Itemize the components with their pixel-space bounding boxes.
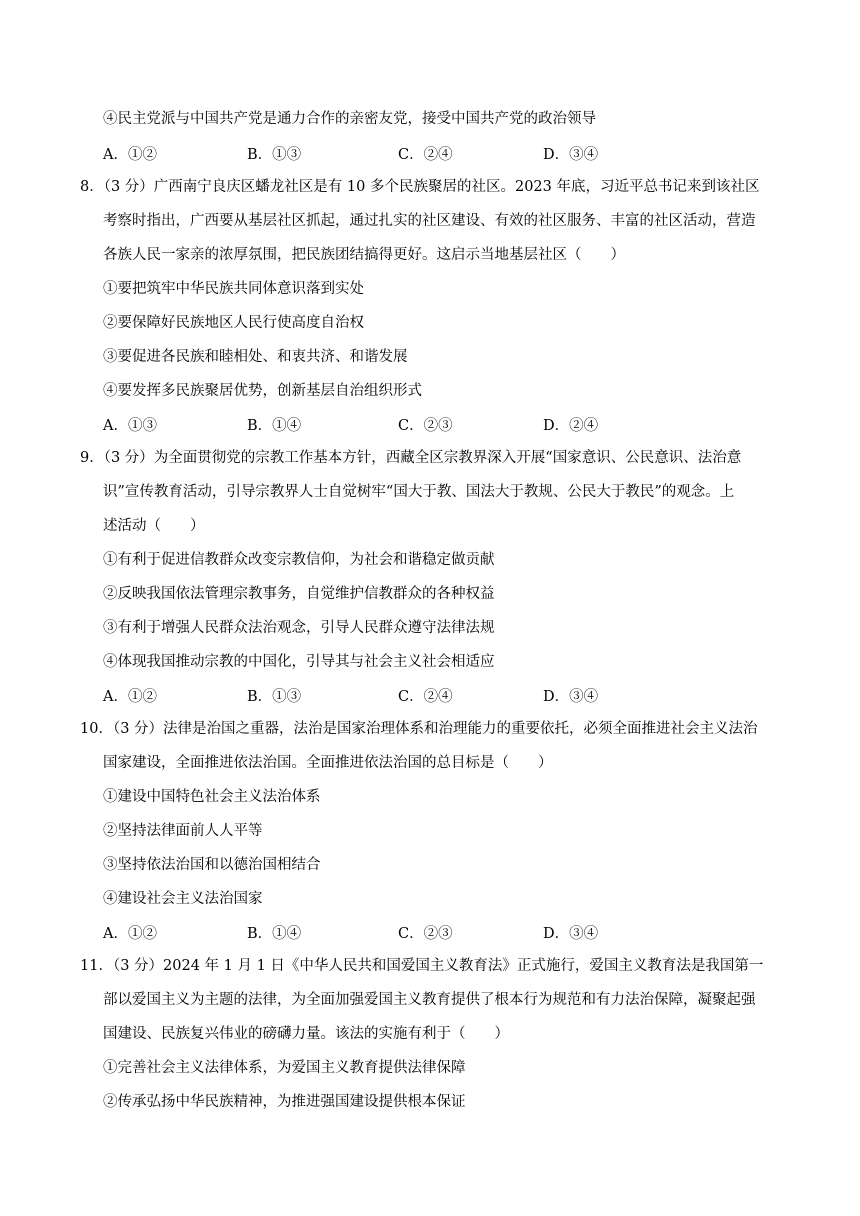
q8-stem-line-1: 8．（3 分）广西南宁良庆区蟠龙社区是有 10 多个民族聚居的社区。2023 年底，习近平总书记来到该社区 [80, 179, 760, 195]
q9-stem-line-2: 识”宣传教育活动，引导宗教界人士自觉树牢“国大于教、国法大于教规、公民大于教民”的观念。上 [103, 484, 735, 500]
q7-option-d: D．③④ [543, 147, 599, 163]
q8-statement-1: ①要把筑牢中华民族共同体意识落到实处 [103, 281, 364, 297]
q8-stem-line-3: 各族人民一家亲的浓厚氛围，把民族团结搞得更好。这启示当地基层社区（ ） [103, 247, 625, 263]
q9-statement-1: ①有利于促进信教群众改变宗教信仰，为社会和谐稳定做贡献 [103, 552, 495, 568]
q8-option-b: B．①④ [247, 418, 302, 434]
q9-stem-line-3: 述活动（ ） [103, 518, 205, 534]
q8-option-a: A．①③ [103, 418, 157, 434]
q11-statement-2: ②传承弘扬中华民族精神，为推进强国建设提供根本保证 [103, 1094, 466, 1110]
q8-statement-2: ②要保障好民族地区人民行使高度自治权 [103, 315, 364, 331]
q8-statement-3: ③要促进各民族和睦相处、和衷共济、和谐发展 [103, 349, 408, 365]
q10-statement-4: ④建设社会主义法治国家 [103, 891, 263, 907]
q10-option-d: D．③④ [543, 926, 599, 942]
q7-option-a: A．①② [103, 147, 157, 163]
q9-option-b: B．①③ [247, 689, 302, 705]
q8-stem-line-2: 考察时指出，广西要从基层社区抓起，通过扎实的社区建设、有效的社区服务、丰富的社区活动，营造 [103, 213, 756, 229]
q9-stem-line-1: 9．（3 分）为全面贯彻党的宗教工作基本方针，西藏全区宗教界深入开展“国家意识、公民意识、法治意 [80, 450, 742, 466]
q10-stem-line-2: 国家建设，全面推进依法治国。全面推进依法治国的总目标是（ ） [103, 755, 553, 771]
q11-stem-line-3: 国建设、民族复兴伟业的磅礴力量。该法的实施有利于（ ） [103, 1026, 509, 1042]
q10-statement-1: ①建设中国特色社会主义法治体系 [103, 789, 321, 805]
q10-option-b: B．①④ [247, 926, 302, 942]
q9-statement-2: ②反映我国依法管理宗教事务，自觉维护信教群众的各种权益 [103, 586, 495, 602]
q10-option-a: A．①② [103, 926, 157, 942]
q10-stem-line-1: 10．（3 分）法律是治国之重器，法治是国家治理体系和治理能力的重要依托，必须全面推进社会主义法治 [80, 721, 758, 737]
q7-option-c: C．②④ [398, 147, 453, 163]
q9-option-d: D．③④ [543, 689, 599, 705]
q8-option-c: C．②③ [398, 418, 453, 434]
q7-statement-4: ④民主党派与中国共产党是通力合作的亲密友党，接受中国共产党的政治领导 [103, 111, 596, 127]
q8-option-d: D．②④ [543, 418, 599, 434]
q11-stem-line-2: 部以爱国主义为主题的法律，为全面加强爱国主义教育提供了根本行为规范和有力法治保障，凝聚起强 [103, 992, 756, 1008]
q7-option-b: B．①③ [247, 147, 302, 163]
q10-statement-3: ③坚持依法治国和以德治国相结合 [103, 857, 321, 873]
q10-statement-2: ②坚持法律面前人人平等 [103, 823, 263, 839]
q9-statement-4: ④体现我国推动宗教的中国化，引导其与社会主义社会相适应 [103, 654, 495, 670]
q9-statement-3: ③有利于增强人民群众法治观念，引导人民群众遵守法律法规 [103, 620, 495, 636]
q9-option-c: C．②④ [398, 689, 453, 705]
q9-option-a: A．①② [103, 689, 157, 705]
q8-statement-4: ④要发挥多民族聚居优势，创新基层自治组织形式 [103, 383, 422, 399]
q10-option-c: C．②③ [398, 926, 453, 942]
q11-stem-line-1: 11．（3 分）2024 年 1 月 1 日《中华人民共和国爱国主义教育法》正式施行，爱国主义教育法是我国第一 [80, 958, 764, 974]
q11-statement-1: ①完善社会主义法律体系，为爱国主义教育提供法律保障 [103, 1060, 466, 1076]
